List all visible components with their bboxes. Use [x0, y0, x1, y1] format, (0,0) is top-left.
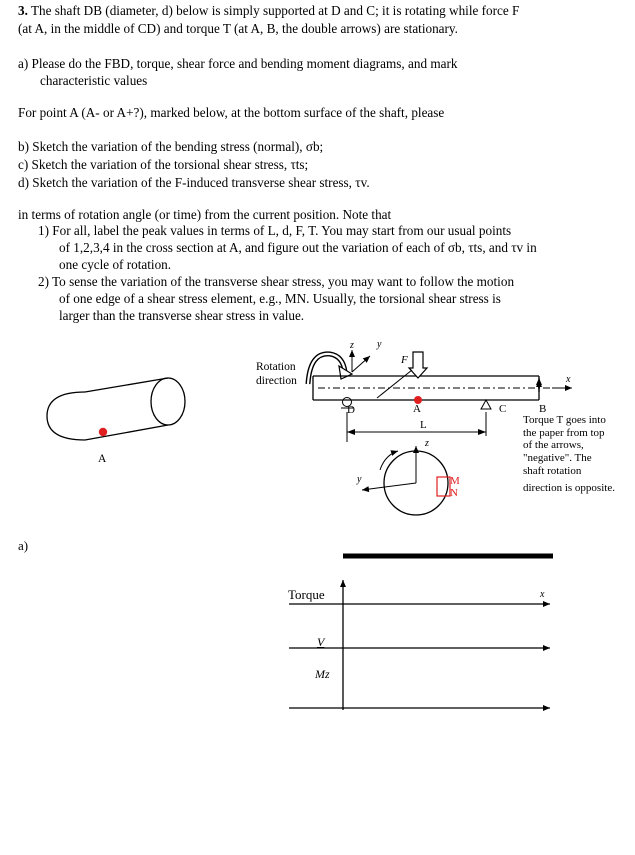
- point-b-label: B: [539, 403, 547, 415]
- rotation-arrow: [308, 354, 352, 384]
- note-2-line-3: larger than the transverse shear stress in value.: [59, 308, 305, 323]
- torque-note-4: "negative". The: [523, 452, 592, 464]
- moment-axis-label: Mz: [315, 667, 330, 681]
- part-d: d) Sketch the variation of the F-induced transverse shear stress, τv.: [18, 175, 370, 190]
- force-label: F: [401, 354, 408, 366]
- axis-z-label: z: [350, 340, 354, 351]
- shear-axis-label: V: [317, 635, 325, 649]
- point-c-label: C: [499, 403, 507, 415]
- part-a-line-2: characteristic values: [40, 73, 148, 88]
- note-1-line-2: of 1,2,3,4 in the cross section at A, and figure out the variation of each of σb, τts, and τv in: [59, 240, 537, 255]
- point-a-instruction: For point A (A- or A+?), marked below, at the bottom surface of the shaft, please: [18, 105, 445, 120]
- cross-z-label: z: [425, 438, 429, 449]
- torque-note-6: direction is opposite.: [523, 482, 615, 494]
- elem-m-label: M: [450, 475, 460, 487]
- note-1-line-3: one cycle of rotation.: [59, 257, 172, 272]
- note-2-line-2: of one edge of a shear stress element, e.g., MN. Usually, the torsional shear stress is: [59, 291, 501, 306]
- torque-note-1: Torque T goes into: [523, 414, 606, 426]
- support-c: [481, 400, 491, 409]
- part-c: c) Sketch the variation of the torsional shear stress, τts;: [18, 157, 309, 172]
- problem-line-1-text: The shaft DB (diameter, d) below is simply supported at D and C; it is rotating while force F: [30, 3, 520, 18]
- problem-line-1: 3. The shaft DB (diameter, d) below is simply supported at D and C; it is rotating while force F: [18, 3, 520, 18]
- part-a-line-1: a) Please do the FBD, torque, shear force and bending moment diagrams, and mark: [18, 56, 458, 71]
- intro-line: in terms of rotation angle (or time) from the current position. Note that: [18, 207, 392, 222]
- length-label: L: [420, 419, 427, 431]
- part-b: b) Sketch the variation of the bending stress (normal), σb;: [18, 139, 324, 154]
- rotation-label-1: Rotation: [256, 361, 296, 373]
- elem-n-label: N: [450, 487, 458, 499]
- point-a-dot: [99, 428, 107, 436]
- coordinate-axes: [352, 350, 370, 372]
- point-d-label: D: [347, 404, 355, 416]
- diagram-x-label: x: [540, 589, 545, 600]
- note-2-line-1: 2) To sense the variation of the transverse shear stress, you may want to follow the motion: [38, 274, 515, 289]
- torque-note-5: shaft rotation: [523, 465, 582, 477]
- torque-axis-label: Torque: [288, 587, 325, 602]
- shaft-cylinder: [47, 378, 185, 440]
- dimension-l: [347, 412, 486, 442]
- note-1-line-1: 1) For all, label the peak values in terms of L, d, F, T. You may start from our usual points: [38, 223, 512, 238]
- cylinder-point-label: A: [98, 453, 107, 465]
- cross-y-label: y: [357, 474, 362, 485]
- torque-note-2: the paper from top: [523, 427, 605, 439]
- axis-x-label: x: [566, 374, 571, 385]
- torque-note-3: of the arrows,: [523, 439, 584, 451]
- part-a-diagram-label: a): [18, 538, 29, 553]
- axis-y-label: y: [377, 339, 382, 350]
- shaft-body: [313, 376, 556, 400]
- rotation-label-2: direction: [256, 375, 297, 387]
- cross-section: [362, 446, 448, 515]
- problem-line-2: (at A, in the middle of CD) and torque T (at A, B, the double arrows) are stationary.: [18, 21, 458, 36]
- point-a-label: A: [413, 403, 421, 415]
